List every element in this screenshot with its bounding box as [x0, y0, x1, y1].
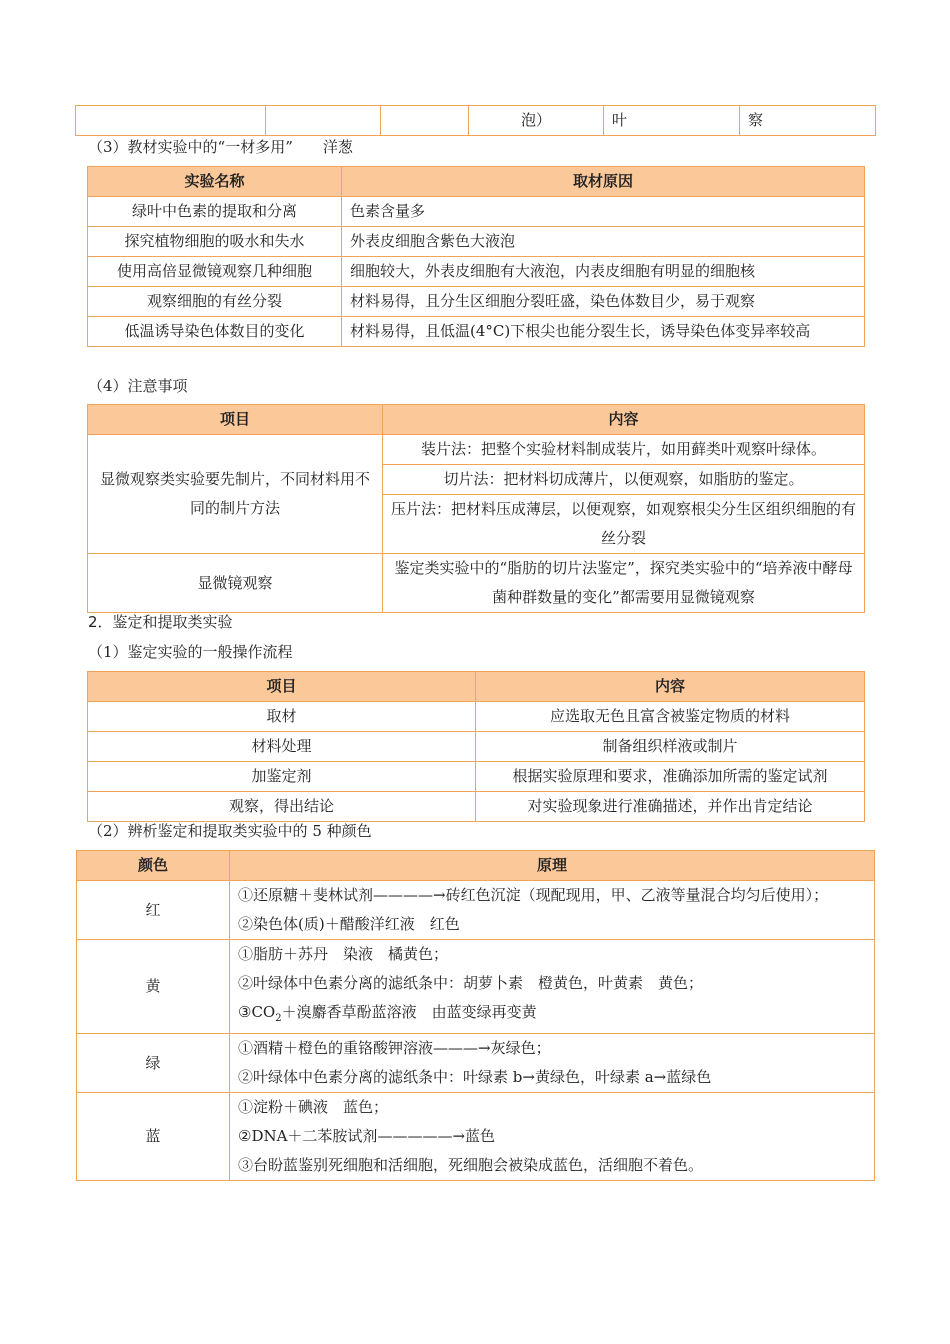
- table-header-row: [88, 672, 865, 702]
- table-row: [76, 106, 876, 136]
- reason: 色素含量多: [342, 197, 865, 227]
- sec2-sub1-heading: （1）鉴定实验的一般操作流程: [88, 643, 293, 661]
- experiment-name: 探究植物细胞的吸水和失水: [88, 227, 342, 257]
- table-row: [88, 554, 865, 613]
- experiment-name: 绿叶中色素的提取和分离: [88, 197, 342, 227]
- table-row-blue: [77, 1093, 875, 1181]
- arrow-icon: →: [653, 1068, 667, 1086]
- sec4-table: [87, 404, 865, 613]
- table-row: [88, 762, 865, 792]
- yellow-line-3a: ③CO: [238, 1003, 276, 1021]
- reason: 外表皮细胞含紫色大液泡: [342, 227, 865, 257]
- experiment-name: 观察细胞的有丝分裂: [88, 287, 342, 317]
- table-row: [88, 317, 865, 347]
- item-cell: 显微观察类实验要先制片，不同材料用不同的制片方法: [88, 435, 383, 554]
- co2-subscript: 2: [275, 1013, 282, 1024]
- col-header: 颜色: [77, 851, 230, 881]
- table-row-green: [77, 1034, 875, 1093]
- content-cell: 切片法：把材料切成薄片，以便观察，如脂肪的鉴定。: [383, 465, 865, 495]
- table-row: [88, 257, 865, 287]
- fragment-cell: [266, 106, 381, 136]
- content-cell: 根据实验原理和要求，准确添加所需的鉴定试剂: [476, 762, 865, 792]
- green-line-2b: 黄绿色，叶绿素 a: [534, 1068, 654, 1086]
- item-cell: 观察，得出结论: [88, 792, 476, 822]
- table-header-row: [88, 167, 865, 197]
- yellow-line-3: [238, 998, 866, 1033]
- content-cell: 对实验现象进行准确描述，并作出肯定结论: [476, 792, 865, 822]
- col-header: 取材原因: [342, 167, 865, 197]
- green-line-2: [238, 1063, 866, 1092]
- experiment-name: 使用高倍显微镜观察几种细胞: [88, 257, 342, 287]
- red-line-2: ②染色体(质)＋醋酸洋红液 红色: [238, 915, 460, 933]
- red-line-1: [238, 881, 866, 910]
- green-line-1b: 灰绿色；: [490, 1039, 551, 1057]
- green-line-1: [238, 1034, 866, 1063]
- yellow-line-2: ②叶绿体中色素分离的滤纸条中：胡萝卜素 橙黄色，叶黄素 黄色；: [238, 974, 704, 992]
- fragment-cell: 叶: [604, 106, 740, 136]
- red-line-1b: 砖红色沉淀（现配现用，甲、乙液等量混合均匀后使用）；: [445, 886, 829, 904]
- arrow-icon: ———→: [433, 1039, 491, 1057]
- table-row: [88, 435, 865, 465]
- table-row: [88, 227, 865, 257]
- col-header: 项目: [88, 672, 476, 702]
- colors-table: [76, 850, 875, 1181]
- item-cell: 加鉴定剂: [88, 762, 476, 792]
- blue-line-2b: 蓝色: [465, 1127, 496, 1145]
- arrow-icon: →: [522, 1068, 535, 1086]
- content-cell: 压片法：把材料压成薄层，以便观察，如观察根尖分生区组织细胞的有丝分裂: [383, 495, 865, 554]
- content-cell: 鉴定类实验中的“脂肪的切片法鉴定”，探究类实验中的“培养液中酵母菌种群数量的变化”都需要用显微镜观察: [383, 554, 865, 613]
- sec2-heading: 2．鉴定和提取类实验: [88, 613, 233, 631]
- red-line-1a: ①还原糖＋斐林试剂: [238, 886, 374, 904]
- col-header: 内容: [476, 672, 865, 702]
- green-line-2c: 蓝绿色: [666, 1068, 712, 1086]
- color-label-blue: 蓝: [77, 1093, 230, 1181]
- sec2-sub2-heading: （2）辨析鉴定和提取类实验中的 5 种颜色: [88, 822, 372, 840]
- content-cell: 装片法：把整个实验材料制成装片，如用藓类叶观察叶绿体。: [383, 435, 865, 465]
- item-cell: 取材: [88, 702, 476, 732]
- green-line-2a: ②叶绿体中色素分离的滤纸条中：叶绿素 b: [238, 1068, 523, 1086]
- top-fragment-table: [75, 105, 876, 136]
- arrow-icon: ————→: [373, 886, 446, 904]
- yellow-line-1: ①脂肪＋苏丹 染液 橘黄色；: [238, 945, 449, 963]
- blue-line-1: ①淀粉＋碘液 蓝色；: [238, 1098, 389, 1116]
- color-label-yellow: 黄: [77, 940, 230, 1034]
- arrow-icon: —————→: [377, 1127, 466, 1145]
- content-cell: 应选取无色且富含被鉴定物质的材料: [476, 702, 865, 732]
- principle-yellow: [230, 940, 875, 1034]
- content-cell: 制备组织样液或制片: [476, 732, 865, 762]
- reason: 细胞较大，外表皮细胞有大液泡，内表皮细胞有明显的细胞核: [342, 257, 865, 287]
- green-line-1a: ①酒精＋橙色的重铬酸钾溶液: [238, 1039, 434, 1057]
- blue-line-3: ③台盼蓝鉴别死细胞和活细胞，死细胞会被染成蓝色，活细胞不着色。: [238, 1156, 704, 1174]
- principle-blue: [230, 1093, 875, 1181]
- table-row: [88, 702, 865, 732]
- sec3-heading: [88, 135, 353, 159]
- color-label-red: 红: [77, 881, 230, 940]
- sec4-heading: （4）注意事项: [88, 377, 188, 395]
- reason: 材料易得，且低温(4°C)下根尖也能分裂生长，诱导染色体变异率较高: [342, 317, 865, 347]
- item-cell: 材料处理: [88, 732, 476, 762]
- table-row: [88, 287, 865, 317]
- table-row: [88, 197, 865, 227]
- color-label-green: 绿: [77, 1034, 230, 1093]
- sec3-heading-suffix: 洋葱: [322, 138, 353, 156]
- sec3-table: [87, 166, 865, 347]
- principle-green: [230, 1034, 875, 1093]
- fragment-cell: 泡）: [469, 106, 604, 136]
- fragment-cell: [381, 106, 469, 136]
- col-header: 项目: [88, 405, 383, 435]
- yellow-line-3b: ＋溴麝香草酚蓝溶液 由蓝变绿再变黄: [281, 1003, 537, 1021]
- sec2-sub1-table: [87, 671, 865, 822]
- sec3-heading-text: （3）教材实验中的“一材多用”: [88, 138, 293, 156]
- col-header: 原理: [230, 851, 875, 881]
- table-row: [88, 792, 865, 822]
- table-row-red: [77, 881, 875, 940]
- reason: 材料易得，且分生区细胞分裂旺盛，染色体数目少，易于观察: [342, 287, 865, 317]
- experiment-name: 低温诱导染色体数目的变化: [88, 317, 342, 347]
- col-header: 实验名称: [88, 167, 342, 197]
- item-cell: 显微镜观察: [88, 554, 383, 613]
- table-header-row: [77, 851, 875, 881]
- table-row: [88, 732, 865, 762]
- fragment-cell: [76, 106, 266, 136]
- col-header: 内容: [383, 405, 865, 435]
- blue-line-2: [238, 1122, 866, 1151]
- table-header-row: [88, 405, 865, 435]
- blue-line-2a: ②DNA＋二苯胺试剂: [238, 1127, 378, 1145]
- table-row-yellow: [77, 940, 875, 1034]
- principle-red: [230, 881, 875, 940]
- fragment-cell: 察: [740, 106, 876, 136]
